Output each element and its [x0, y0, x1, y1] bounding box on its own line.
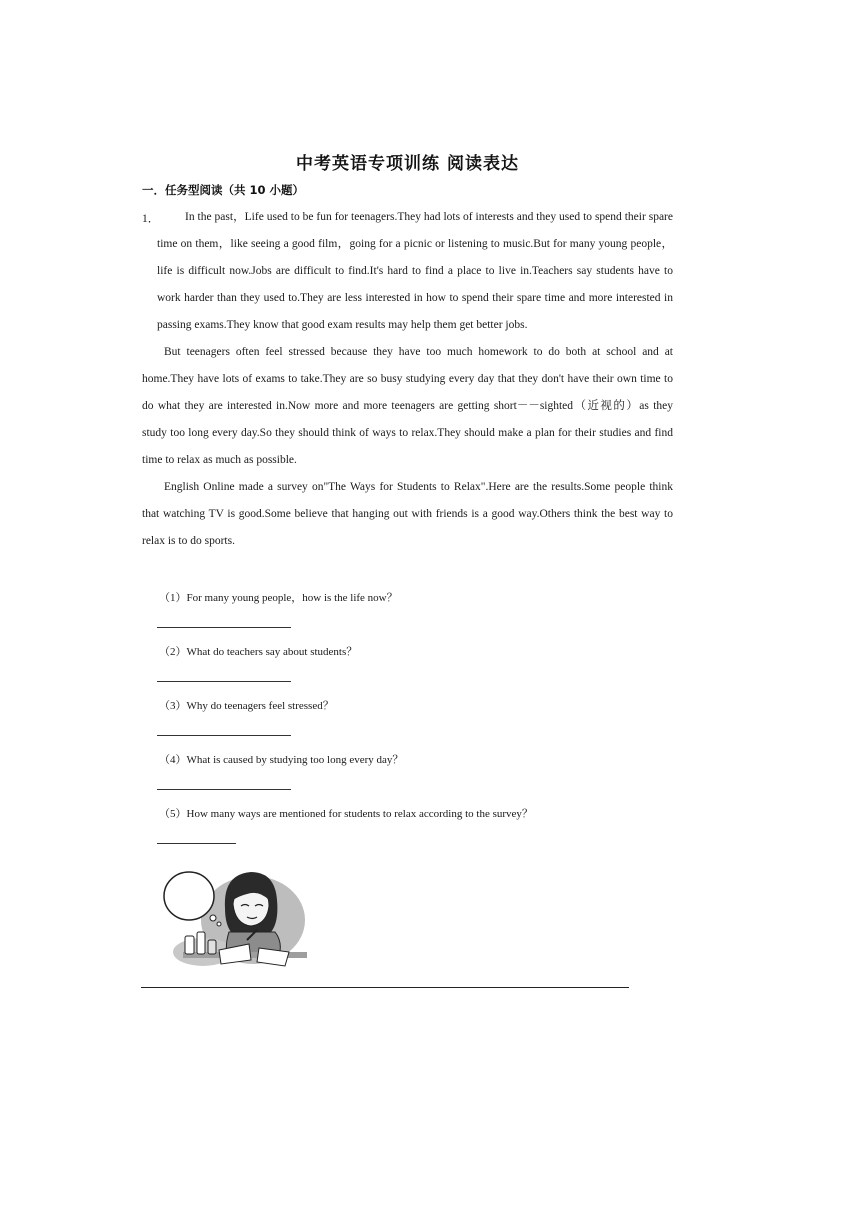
answer-line-3[interactable] — [157, 735, 291, 736]
thought-bubble — [164, 872, 214, 920]
question-2: （2）What do teachers say about students？ — [159, 646, 358, 658]
page-title: 中考英语专项训练 阅读表达 — [296, 154, 519, 174]
passage-paragraph-1: In the past，Life used to be fun for teenagers.They had lots of interests and they used to spend their spare time on them，like seeing a good film，going for a picnic or listening to music.But for many young people，life is difficult now.Jobs are difficult to find.It's hard to find a place to live in.Teachers say students have to work harder than they used to.They are less interested in how to spend their spare time and more interested in passing exams.They know that good exam results may help them get better jobs. — [157, 211, 673, 331]
question-4: （4）What is caused by studying too long every day？ — [159, 754, 404, 766]
question-5: （5）How many ways are mentioned for students to relax according to the survey？ — [159, 808, 533, 820]
stressed-student-illustration — [163, 860, 308, 972]
answer-line-2[interactable] — [157, 681, 291, 682]
answer-line-4[interactable] — [157, 789, 291, 790]
question-number: 1． — [142, 213, 160, 225]
passage-paragraph-3: English Online made a survey on"The Ways for Students to Relax".Here are the results.Some people think that watching TV is good.Some believe that hanging out with friends is a good way.Others think the best way to relax is to do sports. — [142, 481, 673, 547]
passage-paragraph-2: But teenagers often feel stressed because they have too much homework to do both at school and at home.They have lots of exams to take.They are so busy studying every day that they don't have their own time to do what they are interested in.Now more and more teenagers are getting short－－sighted（近视的）as they study too long every day.So they should think of ways to relax.They should make a plan for their studies and find time to relax as much as possible. — [142, 346, 673, 466]
question-1: （1）For many young people，how is the life now？ — [159, 592, 398, 604]
question-3: （3）Why do teenagers feel stressed？ — [159, 700, 334, 712]
section-heading: 一．任务型阅读（共 10 小题） — [142, 183, 305, 197]
answer-line-5[interactable] — [157, 843, 236, 844]
bottom-divider — [141, 987, 629, 988]
answer-line-1[interactable] — [157, 627, 291, 628]
